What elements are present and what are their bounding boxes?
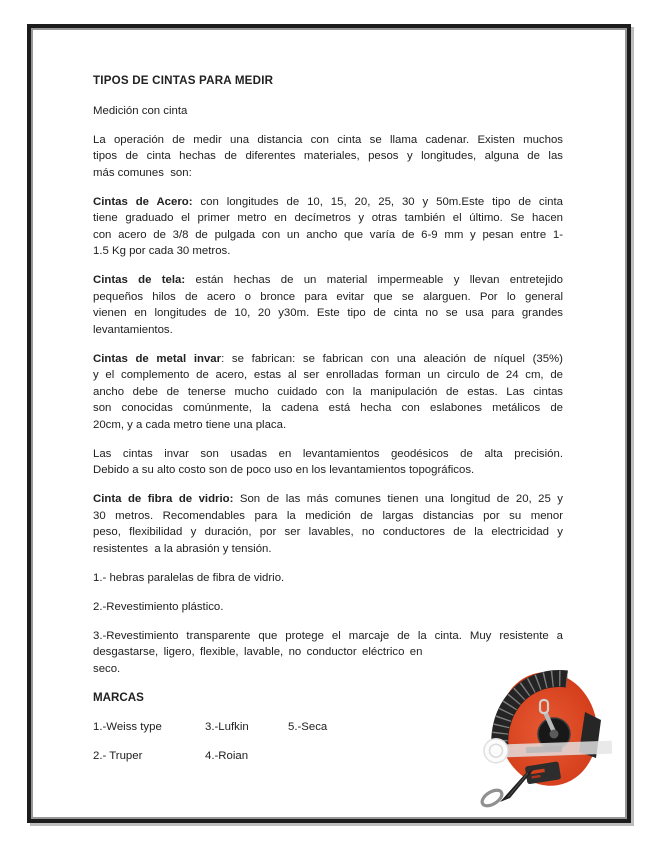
brand-roian: 4.-Roian [205, 750, 249, 762]
document-page [27, 24, 631, 823]
text-line: son conocidas comúnmente, la cadena está hecha con eslabones metálicos de [93, 402, 563, 414]
tape-measure-illustration [470, 666, 622, 808]
marcas-heading: MARCAS [93, 690, 144, 704]
text-line: 3.-Revestimiento transparente que protege el marcaje de la cinta. Muy resistente a [93, 629, 563, 642]
bold-lead: Cintas de metal invar [93, 352, 222, 365]
text-line [93, 272, 563, 289]
text-line: pequeños hilos de acero o bronce para evitar que se alarguen. Por lo general [93, 290, 563, 303]
list-item-1 [93, 570, 563, 587]
paragraph-invar-uso [93, 446, 563, 479]
text-line: 1.5 Kg por cada 30 metros. [93, 245, 231, 257]
lead-rest: Son de las más comunes tienen una longitud de 20, 25 y [233, 493, 563, 505]
paragraph-fibra-vidrio [93, 491, 563, 557]
bold-lead: Cintas de tela: [93, 274, 186, 286]
subtitle-text: Medición con cinta [93, 104, 188, 117]
paragraph-cintas-acero [93, 194, 563, 260]
lead-rest: con longitudes de 10, 15, 20, 25, 30 y 50m.Este tipo de cinta [192, 195, 563, 208]
brand-truper: 2.- Truper [93, 750, 143, 762]
brand-weiss: 1.-Weiss type [93, 721, 162, 733]
lead-rest: : se fabrican: se fabrican con una aleación de níquel (35%) [221, 352, 563, 365]
bold-lead: Cintas de Acero: [93, 195, 193, 208]
text-line: resistentes a la abrasión y tensión. [93, 542, 272, 555]
text-line: y el complemento de acero, estas al ser enrolladas forman un circulo de 24 cm, de [93, 369, 563, 381]
text-line: seco. [93, 662, 121, 675]
subtitle [93, 103, 563, 120]
brand-lufkin: 3.-Lufkin [205, 721, 249, 733]
text-line [93, 351, 563, 368]
text-line: 20cm, y a cada metro tiene una placa. [93, 418, 287, 431]
text-line [93, 194, 563, 211]
text-line: 30 metros. Recomendables para la medición de largas distancias por su menor [93, 509, 563, 522]
text-line: ancho debe de tenerse mucho cuidado con la manipulación de estas. Las cintas [93, 385, 563, 398]
text-line: tipos de cinta hechas de diferentes materiales, pesos y longitudes, alguna de las [93, 150, 563, 162]
text-line: 1.- hebras paralelas de fibra de vidrio. [93, 571, 285, 584]
tape-measure-image [470, 666, 622, 808]
text-line: Las cintas invar son usadas en levantamientos geodésicos de alta precisión. [93, 447, 563, 460]
strap [500, 769, 534, 802]
paragraph-cintas-tela [93, 272, 563, 338]
lead-rest: están hechas de un material impermeable y llevan entretejido [185, 274, 563, 286]
bold-lead: Cinta de fibra de vidrio: [93, 493, 234, 505]
paragraph-cintas-invar [93, 351, 563, 434]
text-line: tiene graduado el primer metro en decímetros y otras también el último. Se hacen [93, 212, 563, 224]
list-item-2 [93, 599, 563, 616]
metal-ring-icon [479, 787, 504, 808]
text-line: La operación de medir una distancia con cinta se llama cadenar. Existen muchos [93, 133, 563, 146]
text-line: peso, flexibilidad y duración, por ser lavables, no conductores de la electricidad y [93, 526, 563, 538]
text-line: desgastarse, ligero, flexible, lavable, no conductor eléctrico en [93, 646, 423, 658]
paragraph-intro [93, 132, 563, 182]
text-line [93, 491, 563, 508]
brand-seca: 5.-Seca [288, 721, 328, 733]
text-line: con acero de 3/8 de pulgada con un ancho que varía de 6-9 mm y pesan entre 1- [93, 228, 563, 241]
text-line: vienen en longitudes de 10, 20 y30m. Este tipo de cinta no se usa para grandes [93, 307, 563, 319]
text-line: levantamientos. [93, 323, 173, 336]
text-line: 2.-Revestimiento plástico. [93, 600, 224, 613]
text-line: más comunes son: [93, 166, 192, 179]
page-title: TIPOS DE CINTAS PARA MEDIR [93, 74, 274, 87]
text-line: Debido a su alto costo son de poco uso en los levantamientos topográficos. [93, 464, 475, 476]
